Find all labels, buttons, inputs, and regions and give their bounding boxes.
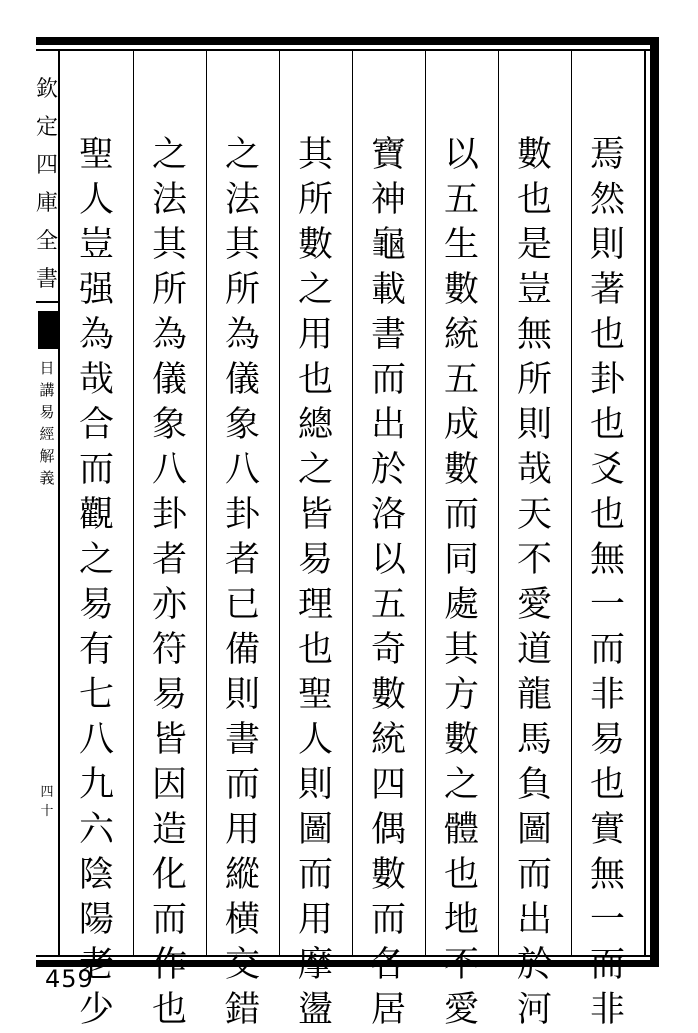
top-border-thick bbox=[36, 37, 659, 45]
glyph: 所 bbox=[151, 270, 187, 310]
margin-column bbox=[36, 51, 58, 955]
glyph: 四 bbox=[370, 765, 406, 805]
top-border-thin bbox=[36, 49, 659, 51]
glyph: 符 bbox=[151, 630, 187, 670]
glyph: 數 bbox=[443, 720, 479, 760]
glyph: 為 bbox=[224, 315, 260, 355]
glyph: 已 bbox=[224, 585, 260, 625]
glyph: 於 bbox=[370, 450, 406, 490]
glyph: 居 bbox=[370, 990, 406, 1030]
glyph: 易 bbox=[297, 540, 333, 580]
glyph: 其 bbox=[151, 225, 187, 265]
glyph: 所 bbox=[224, 270, 260, 310]
glyph: 摩 bbox=[297, 945, 333, 985]
glyph: 無 bbox=[589, 540, 625, 580]
glyph: 四 bbox=[36, 153, 59, 178]
glyph: 載 bbox=[370, 270, 406, 310]
glyph: 少 bbox=[78, 990, 114, 1030]
glyph: 寶 bbox=[370, 135, 406, 175]
margin-page-number: 四十 bbox=[40, 785, 54, 819]
glyph: 横 bbox=[224, 900, 260, 940]
glyph: 聖 bbox=[297, 675, 333, 715]
text-column bbox=[223, 133, 263, 1033]
glyph: 之 bbox=[78, 540, 114, 580]
column-rule bbox=[571, 51, 572, 955]
glyph: 亦 bbox=[151, 585, 187, 625]
glyph: 象 bbox=[224, 405, 260, 445]
glyph: 所 bbox=[297, 180, 333, 220]
glyph: 用 bbox=[297, 315, 333, 355]
glyph: 六 bbox=[78, 810, 114, 850]
glyph: 者 bbox=[224, 540, 260, 580]
glyph: 而 bbox=[224, 765, 260, 805]
glyph: 生 bbox=[443, 225, 479, 265]
glyph: 九 bbox=[78, 765, 114, 805]
glyph: 體 bbox=[443, 810, 479, 850]
glyph: 總 bbox=[297, 405, 333, 445]
glyph: 為 bbox=[78, 315, 114, 355]
bottom-border-thick bbox=[36, 960, 659, 967]
glyph: 易 bbox=[78, 585, 114, 625]
glyph: 統 bbox=[370, 720, 406, 760]
glyph: 皆 bbox=[297, 495, 333, 535]
glyph: 用 bbox=[297, 900, 333, 940]
glyph: 處 bbox=[443, 585, 479, 625]
glyph: 數 bbox=[443, 270, 479, 310]
glyph: 洛 bbox=[370, 495, 406, 535]
glyph: 定 bbox=[36, 115, 59, 140]
glyph: 也 bbox=[516, 180, 552, 220]
glyph: 也 bbox=[443, 855, 479, 895]
glyph: 易 bbox=[589, 720, 625, 760]
glyph: 之 bbox=[151, 135, 187, 175]
glyph: 哉 bbox=[516, 450, 552, 490]
glyph: 愛 bbox=[516, 585, 552, 625]
glyph: 八 bbox=[151, 450, 187, 490]
glyph: 負 bbox=[516, 765, 552, 805]
glyph: 著 bbox=[589, 270, 625, 310]
margin-divider bbox=[58, 51, 60, 955]
glyph: 卦 bbox=[589, 360, 625, 400]
glyph: 各 bbox=[370, 945, 406, 985]
column-rule bbox=[425, 51, 426, 955]
glyph: 也 bbox=[589, 495, 625, 535]
glyph: 五 bbox=[370, 585, 406, 625]
glyph: 圖 bbox=[516, 810, 552, 850]
glyph: 陰 bbox=[78, 855, 114, 895]
glyph: 盪 bbox=[297, 990, 333, 1030]
glyph: 數 bbox=[443, 450, 479, 490]
glyph: 儀 bbox=[151, 360, 187, 400]
fishtail-block bbox=[38, 311, 58, 349]
glyph: 馬 bbox=[516, 720, 552, 760]
glyph: 作 bbox=[151, 945, 187, 985]
text-column bbox=[588, 133, 628, 1033]
collection-title bbox=[36, 51, 58, 303]
glyph: 象 bbox=[151, 405, 187, 445]
glyph: 有 bbox=[78, 630, 114, 670]
glyph: 數 bbox=[297, 225, 333, 265]
glyph: 也 bbox=[589, 765, 625, 805]
glyph: 庫 bbox=[36, 191, 59, 216]
glyph: 書 bbox=[224, 720, 260, 760]
glyph: 哉 bbox=[78, 360, 114, 400]
glyph: 非 bbox=[589, 675, 625, 715]
glyph: 數 bbox=[370, 855, 406, 895]
glyph: 一 bbox=[589, 900, 625, 940]
glyph: 觀 bbox=[78, 495, 114, 535]
glyph: 五 bbox=[443, 360, 479, 400]
glyph: 人 bbox=[78, 180, 114, 220]
glyph: 也 bbox=[151, 990, 187, 1030]
glyph: 無 bbox=[516, 315, 552, 355]
glyph: 而 bbox=[516, 855, 552, 895]
book-title bbox=[36, 357, 58, 489]
glyph: 則 bbox=[589, 225, 625, 265]
glyph: 則 bbox=[516, 405, 552, 445]
glyph: 之 bbox=[297, 270, 333, 310]
glyph: 統 bbox=[443, 315, 479, 355]
glyph: 而 bbox=[78, 450, 114, 490]
glyph: 用 bbox=[224, 810, 260, 850]
sheet-number bbox=[45, 965, 94, 1003]
glyph: 解 bbox=[39, 447, 55, 465]
glyph: 法 bbox=[224, 180, 260, 220]
glyph: 聖 bbox=[78, 135, 114, 175]
glyph: 書 bbox=[370, 315, 406, 355]
glyph: 爻 bbox=[589, 450, 625, 490]
glyph: 卦 bbox=[151, 495, 187, 535]
glyph: 儀 bbox=[224, 360, 260, 400]
sheet-number-text: 459 bbox=[45, 965, 94, 993]
glyph: 非 bbox=[589, 990, 625, 1030]
glyph: 也 bbox=[589, 315, 625, 355]
glyph: 易 bbox=[39, 403, 55, 421]
glyph: 不 bbox=[516, 540, 552, 580]
glyph: 以 bbox=[370, 540, 406, 580]
glyph: 合 bbox=[78, 405, 114, 445]
glyph: 也 bbox=[297, 360, 333, 400]
glyph: 理 bbox=[297, 585, 333, 625]
glyph: 欽 bbox=[36, 77, 59, 102]
glyph: 因 bbox=[151, 765, 187, 805]
glyph: 講 bbox=[39, 381, 55, 399]
glyph: 法 bbox=[151, 180, 187, 220]
glyph: 河 bbox=[516, 990, 552, 1030]
text-column bbox=[150, 133, 190, 1033]
margin-rule bbox=[36, 301, 58, 303]
glyph: 者 bbox=[151, 540, 187, 580]
column-rule bbox=[352, 51, 353, 955]
column-rule bbox=[133, 51, 134, 955]
text-column bbox=[77, 133, 117, 1033]
glyph: 老 bbox=[78, 945, 114, 985]
glyph: 無 bbox=[589, 855, 625, 895]
glyph: 而 bbox=[370, 360, 406, 400]
glyph: 也 bbox=[589, 405, 625, 445]
glyph: 交 bbox=[224, 945, 260, 985]
glyph: 之 bbox=[443, 765, 479, 805]
glyph: 日 bbox=[39, 359, 55, 377]
bottom-border-thin bbox=[36, 955, 659, 957]
text-column bbox=[369, 133, 409, 1033]
glyph: 皆 bbox=[151, 720, 187, 760]
glyph: 是 bbox=[516, 225, 552, 265]
glyph: 五 bbox=[443, 180, 479, 220]
glyph: 為 bbox=[151, 315, 187, 355]
glyph: 則 bbox=[297, 765, 333, 805]
glyph: 縱 bbox=[224, 855, 260, 895]
glyph: 偶 bbox=[370, 810, 406, 850]
text-column bbox=[296, 133, 336, 1033]
glyph: 焉 bbox=[589, 135, 625, 175]
glyph: 則 bbox=[224, 675, 260, 715]
glyph: 圖 bbox=[297, 810, 333, 850]
glyph: 也 bbox=[297, 630, 333, 670]
glyph: 奇 bbox=[370, 630, 406, 670]
glyph: 神 bbox=[370, 180, 406, 220]
glyph: 義 bbox=[39, 469, 55, 487]
column-rule bbox=[206, 51, 207, 955]
glyph: 七 bbox=[78, 675, 114, 715]
glyph: 之 bbox=[297, 450, 333, 490]
glyph: 人 bbox=[297, 720, 333, 760]
glyph: 其 bbox=[297, 135, 333, 175]
glyph: 經 bbox=[39, 425, 55, 443]
glyph: 八 bbox=[224, 450, 260, 490]
glyph: 其 bbox=[224, 225, 260, 265]
glyph: 地 bbox=[443, 900, 479, 940]
right-border-thin bbox=[644, 51, 646, 955]
glyph: 卦 bbox=[224, 495, 260, 535]
glyph: 數 bbox=[370, 675, 406, 715]
right-border-thick bbox=[650, 37, 659, 967]
glyph: 備 bbox=[224, 630, 260, 670]
glyph: 龍 bbox=[516, 675, 552, 715]
glyph: 出 bbox=[516, 900, 552, 940]
glyph: 同 bbox=[443, 540, 479, 580]
glyph: 陽 bbox=[78, 900, 114, 940]
glyph: 不 bbox=[443, 945, 479, 985]
glyph: 然 bbox=[589, 180, 625, 220]
glyph: 天 bbox=[516, 495, 552, 535]
column-rule bbox=[279, 51, 280, 955]
glyph: 其 bbox=[443, 630, 479, 670]
glyph: 書 bbox=[36, 267, 59, 292]
glyph: 而 bbox=[589, 630, 625, 670]
glyph: 化 bbox=[151, 855, 187, 895]
glyph: 豈 bbox=[78, 225, 114, 265]
glyph: 造 bbox=[151, 810, 187, 850]
glyph: 豈 bbox=[516, 270, 552, 310]
glyph: 而 bbox=[297, 855, 333, 895]
glyph: 出 bbox=[370, 405, 406, 445]
glyph: 而 bbox=[151, 900, 187, 940]
text-column bbox=[442, 133, 482, 1033]
text-column bbox=[515, 133, 555, 1033]
column-rule bbox=[498, 51, 499, 955]
glyph: 道 bbox=[516, 630, 552, 670]
glyph: 而 bbox=[589, 945, 625, 985]
glyph: 方 bbox=[443, 675, 479, 715]
glyph: 以 bbox=[443, 135, 479, 175]
glyph: 而 bbox=[370, 900, 406, 940]
glyph: 易 bbox=[151, 675, 187, 715]
glyph: 之 bbox=[224, 135, 260, 175]
glyph: 而 bbox=[443, 495, 479, 535]
glyph: 八 bbox=[78, 720, 114, 760]
glyph: 强 bbox=[78, 270, 114, 310]
glyph: 錯 bbox=[224, 990, 260, 1030]
glyph: 成 bbox=[443, 405, 479, 445]
glyph: 一 bbox=[589, 585, 625, 625]
glyph: 所 bbox=[516, 360, 552, 400]
glyph: 全 bbox=[36, 229, 59, 254]
glyph: 數 bbox=[516, 135, 552, 175]
glyph: 龜 bbox=[370, 225, 406, 265]
glyph: 於 bbox=[516, 945, 552, 985]
glyph: 實 bbox=[589, 810, 625, 850]
glyph: 愛 bbox=[443, 990, 479, 1030]
